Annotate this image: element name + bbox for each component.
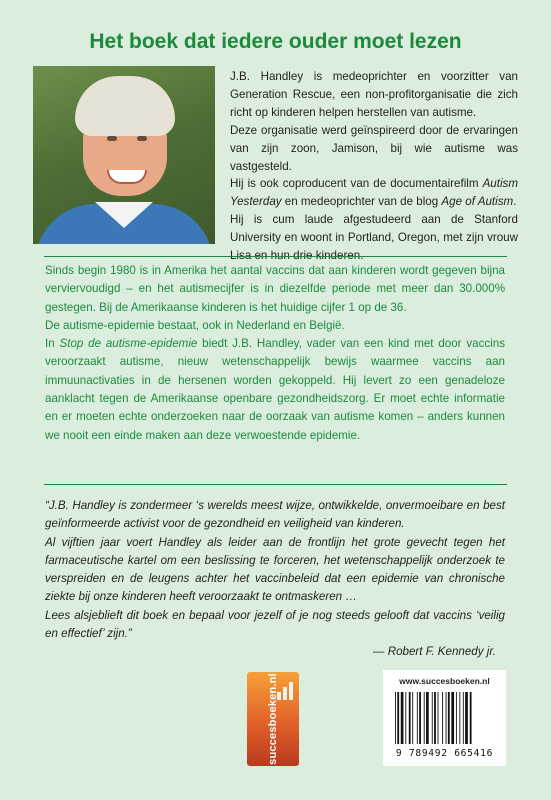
film-title: Autism Yesterday bbox=[230, 177, 518, 209]
book-title: Stop de autisme-epidemie bbox=[59, 337, 198, 351]
logo-text: succesboeken.nl bbox=[267, 673, 279, 765]
bio-paragraph: Hij is cum laude afgestudeerd aan de Stanford University en woont in Portland, Oregon, met zijn vrouw Lisa en hun drie kinderen. bbox=[230, 213, 518, 263]
author-photo bbox=[33, 66, 215, 244]
headline: Het boek dat iedere ouder moet lezen bbox=[89, 30, 462, 53]
divider-top bbox=[44, 256, 507, 257]
bio-paragraph: J.B. Handley is medeoprichter en voorzitter van Generation Rescue, een non-profitorganisatie die zich richt op kinderen helpen herstellen van autisme. bbox=[230, 70, 518, 119]
barcode-panel bbox=[383, 670, 506, 766]
quote-paragraph: “J.B. Handley is zondermeer ‘s werelds meest wijze, ontwikkelde, onvermoeibare en best geïnformeerde activist voor de gezondheid en veiligheid van kinderen. bbox=[45, 499, 505, 531]
author-bio bbox=[230, 68, 518, 265]
quote-paragraph: Al vijftien jaar voert Handley als leider aan de frontlijn het grote gevecht tegen het farmaceutische kartel om een beslissing te forceren, het wetenschappelijk onderzoek te verspreiden en de leugens achter het vaccinbeleid dat een epidemie van chronische ziekte bij onze kinderen heeft veroorzaakt te ontmaskeren … bbox=[45, 535, 505, 604]
barcode bbox=[395, 692, 495, 744]
summary-block bbox=[45, 262, 505, 445]
summary-paragraph: Sinds begin 1980 is in Amerika het aantal vaccins dat aan kinderen wordt gegeven bijna verviervoudigd – en het autismecijfer is in diezelfde periode met meer dan 30.000% gestegen. Bij de Amerikaanse kinderen is het huidige cijfer 1 op de 36. bbox=[45, 264, 505, 314]
summary-paragraph: De autisme-epidemie bestaat, ook in Nederland en België. bbox=[45, 318, 345, 332]
quote-attribution: — Robert F. Kennedy jr. bbox=[372, 645, 496, 658]
isbn-number: 9 789492 665416 bbox=[395, 748, 494, 759]
summary-paragraph: In Stop de autisme-epidemie biedt J.B. Handley, vader van een kind met door vaccins veroorzaakt autisme, nieuw wetenschappelijk bewijs waarmee vaccins aan immuunactivaties in de hersenen worden gekoppeld. Hij levert zo een genadeloze aanklacht tegen de Amerikaanse openbare gezondheidszorg. Er moet echte informatie en er moeten echte onderzoeken naar de oorzaak van autisme komen – anders kunnen we nooit een einde maken aan deze verwoestende epidemie. bbox=[45, 337, 506, 442]
bio-paragraph: Deze organisatie werd geïnspireerd door de ervaringen van zijn zoon, Jamison, bij wie autisme was vastgesteld. bbox=[230, 123, 518, 173]
publisher-url: www.succesboeken.nl bbox=[399, 676, 490, 686]
bar-chart-icon bbox=[277, 682, 293, 700]
quote-paragraph: Lees alsjeblieft dit boek en bepaal voor jezelf of je nog steeds gelooft dat vaccins ‘veilig en effectief’ zijn.” bbox=[45, 608, 505, 641]
endorsement-quote bbox=[45, 497, 505, 643]
publisher-logo bbox=[247, 672, 299, 766]
divider-bottom bbox=[44, 484, 507, 485]
bio-paragraph: Hij is ook coproducent van de documentairefilm Autism Yesterday en medeoprichter van de blog Age of Autism. bbox=[230, 177, 518, 209]
blog-title: Age of Autism bbox=[441, 195, 514, 209]
